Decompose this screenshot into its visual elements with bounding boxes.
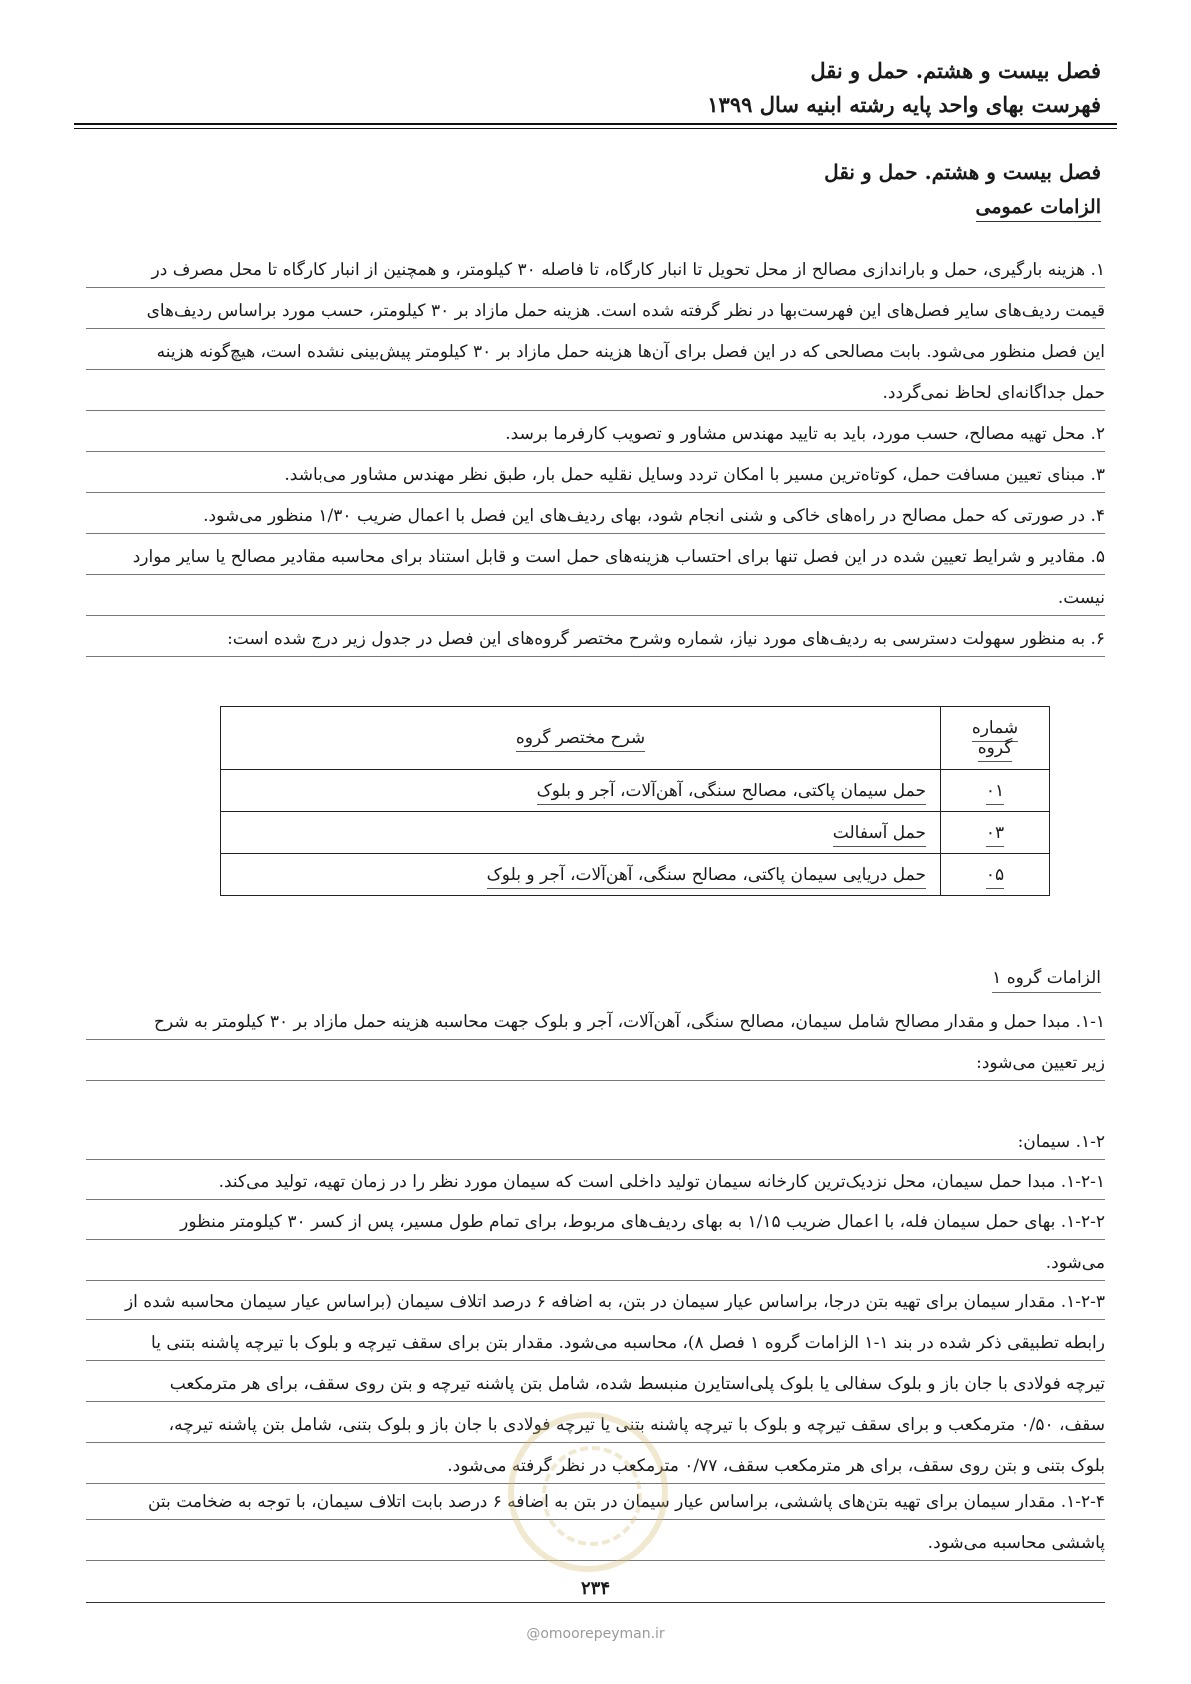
table-row xyxy=(221,854,1050,896)
line-text: تیرچه فولادی با جان باز و بلوک سفالی یا بلوک پلی‌استایرن منبسط شده، شامل بتن پاشنه تیرچه و بتن روی سقف، برای هر مترمکعب xyxy=(169,1374,1105,1394)
group-number: ۰۱ xyxy=(941,770,1050,812)
text-line xyxy=(86,578,1105,616)
line-text: می‌شود. xyxy=(1045,1253,1105,1273)
line-text: ۲. محل تهیه مصالح، حسب مورد، باید به تایید مهندس مشاور و تصویب کارفرما برسد. xyxy=(505,424,1105,444)
line-text: قیمت ردیف‌های سایر فصل‌های این فهرست‌بها در نظر گرفته شده است. هزینه حمل مازاد بر ۳۰ کیلومتر، حسب مورد براساس ردیف‌های xyxy=(146,301,1105,321)
line-text: ۱-۲-۴. مقدار سیمان برای تهیه بتن‌های پاششی، براساس عیار سیمان در بتن به اضافه ۶ درصد بابت اتلاف سیمان، با توجه به ضخامت بتن xyxy=(147,1492,1105,1512)
text-line xyxy=(86,1043,1105,1081)
group-number: ۰۵ xyxy=(941,854,1050,896)
header-chapter: فصل بیست و هشتم. حمل و نقل xyxy=(810,58,1101,83)
group1-para-cement xyxy=(86,1122,1105,1163)
group1-para-bulk-cement xyxy=(86,1202,1105,1284)
groups-table xyxy=(220,706,1050,896)
text-line xyxy=(86,1323,1105,1361)
page-number: ۲۳۴ xyxy=(580,1578,610,1599)
col-desc-header: شرح مختصر گروه xyxy=(221,707,941,770)
text-line xyxy=(86,250,1105,288)
text-line xyxy=(86,332,1105,370)
line-text: ۴. در صورتی که حمل مصالح در راه‌های خاکی و شنی انجام شود، بهای ردیف‌های این فصل با اعمال ضریب ۱/۳۰ منظور می‌شود. xyxy=(203,506,1105,526)
table-row xyxy=(221,812,1050,854)
line-text: پاششی محاسبه می‌شود. xyxy=(927,1533,1105,1553)
text-line xyxy=(86,1202,1105,1240)
header-list-title: فهرست بهای واحد پایه رشته ابنیه سال ۱۳۹۹ xyxy=(707,92,1101,117)
group-number: ۰۳ xyxy=(941,812,1050,854)
line-text: ۱-۲-۳. مقدار سیمان برای تهیه بتن درجا، براساس عیار سیمان در بتن، به اضافه ۶ درصد اتلاف سیمان (براساس عیار سیمان محاسبه شده از xyxy=(124,1292,1105,1312)
group-desc: حمل دریایی سیمان پاکتی، مصالح سنگی، آهن‌آلات، آجر و بلوک xyxy=(221,854,941,896)
text-line xyxy=(86,373,1105,411)
header-rule-thin xyxy=(74,128,1117,129)
text-line xyxy=(86,455,1105,493)
group-desc: حمل سیمان پاکتی، مصالح سنگی، آهن‌آلات، آجر و بلوک xyxy=(221,770,941,812)
section-subtitle: الزامات عمومی xyxy=(976,196,1101,222)
line-text: ۱-۲-۲. بهای حمل سیمان فله، با اعمال ضریب ۱/۱۵ به بهای ردیف‌های مربوط، برای تمام طول مسیر، پس از کسر ۳۰ کیلومتر منظور xyxy=(180,1212,1105,1232)
line-text: ۱-۲-۱. مبدا حمل سیمان، محل نزدیک‌ترین کارخانه سیمان تولید داخلی است که سیمان مورد نظر را در زمان تهیه، تولید می‌کند. xyxy=(218,1172,1105,1192)
line-text: نیست. xyxy=(1057,588,1105,608)
footer-rule xyxy=(86,1602,1105,1603)
watermark: @omoorepeyman.ir xyxy=(526,1626,665,1642)
line-text: ۳. مبنای تعیین مسافت حمل، کوتاه‌ترین مسیر با امکان تردد وسایل نقلیه حمل بار، طبق نظر مهندس مشاور می‌باشد. xyxy=(284,465,1105,485)
text-line xyxy=(86,414,1105,452)
line-text: رابطه تطبیقی ذکر شده در بند ۱-۱ الزامات گروه ۱ فصل ۸)، محاسبه می‌شود. مقدار بتن برای سقف تیرچه و بلوک با تیرچه پاشنه بتنی یا xyxy=(151,1333,1105,1353)
section-title: فصل بیست و هشتم. حمل و نقل xyxy=(824,160,1101,184)
group1-title: الزامات گروه ۱ xyxy=(992,968,1101,993)
line-text: ۵. مقادیر و شرایط تعیین شده در این فصل تنها برای احتساب هزینه‌های حمل است و قابل استناد برای محاسبه مقادیر مصالح یا سایر موارد xyxy=(132,547,1105,567)
publisher-seal xyxy=(508,1412,668,1572)
line-text: ۱-۲. سیمان: xyxy=(1017,1132,1105,1152)
table-row xyxy=(221,770,1050,812)
group1-para-cement-origin xyxy=(86,1162,1105,1203)
line-text: حمل جداگانه‌ای لحاظ نمی‌گردد. xyxy=(882,383,1105,403)
line-text: زیر تعیین می‌شود: xyxy=(976,1053,1105,1073)
line-text: سقف، ۰/۵۰ مترمکعب و برای سقف تیرچه و بلوک با تیرچه پاشنه بتنی یا تیرچه فولادی با جان باز و بلوک بتنی، شامل بتن پاشنه تیرچه، xyxy=(168,1415,1105,1435)
line-text: ۶. به منظور سهولت دسترسی به ردیف‌های مورد نیاز، شماره وشرح مختصر گروه‌های این فصل در جدول زیر درج شده است: xyxy=(227,629,1105,649)
text-line xyxy=(86,1243,1105,1281)
header-rule xyxy=(74,123,1117,125)
text-line xyxy=(86,1364,1105,1402)
text-line xyxy=(86,619,1105,657)
col-number-header: شماره گروه xyxy=(941,707,1050,770)
line-text: بلوک بتنی و بتن روی سقف، برای هر مترمکعب سقف، ۰/۷۷ مترمکعب در نظر گرفته می‌شود. xyxy=(447,1456,1105,1476)
text-line xyxy=(86,1162,1105,1200)
group-desc: حمل آسفالت xyxy=(221,812,941,854)
text-line xyxy=(86,537,1105,575)
line-text: این فصل منظور می‌شود. بابت مصالحی که در این فصل برای آن‌ها هزینه حمل مازاد بر ۳۰ کیلومتر پیش‌بینی نشده است، هیچ‌گونه هزینه xyxy=(156,342,1105,362)
group1-para-origin xyxy=(86,1002,1105,1084)
line-text: ۱-۱. مبدا حمل و مقدار مصالح شامل سیمان، مصالح سنگی، آهن‌آلات، آجر و بلوک جهت محاسبه هزینه حمل مازاد بر ۳۰ کیلومتر به شرح xyxy=(153,1012,1105,1032)
text-line xyxy=(86,1002,1105,1040)
text-line xyxy=(86,1282,1105,1320)
general-requirements xyxy=(86,250,1105,660)
text-line xyxy=(86,496,1105,534)
text-line xyxy=(86,291,1105,329)
text-line xyxy=(86,1122,1105,1160)
table-header-row xyxy=(221,707,1050,770)
line-text: ۱. هزینه بارگیری، حمل و باراندازی مصالح از محل تحویل تا انبار کارگاه، تا فاصله ۳۰ کیلومتر، و همچنین از انبار کارگاه تا محل مصرف در xyxy=(151,260,1105,280)
